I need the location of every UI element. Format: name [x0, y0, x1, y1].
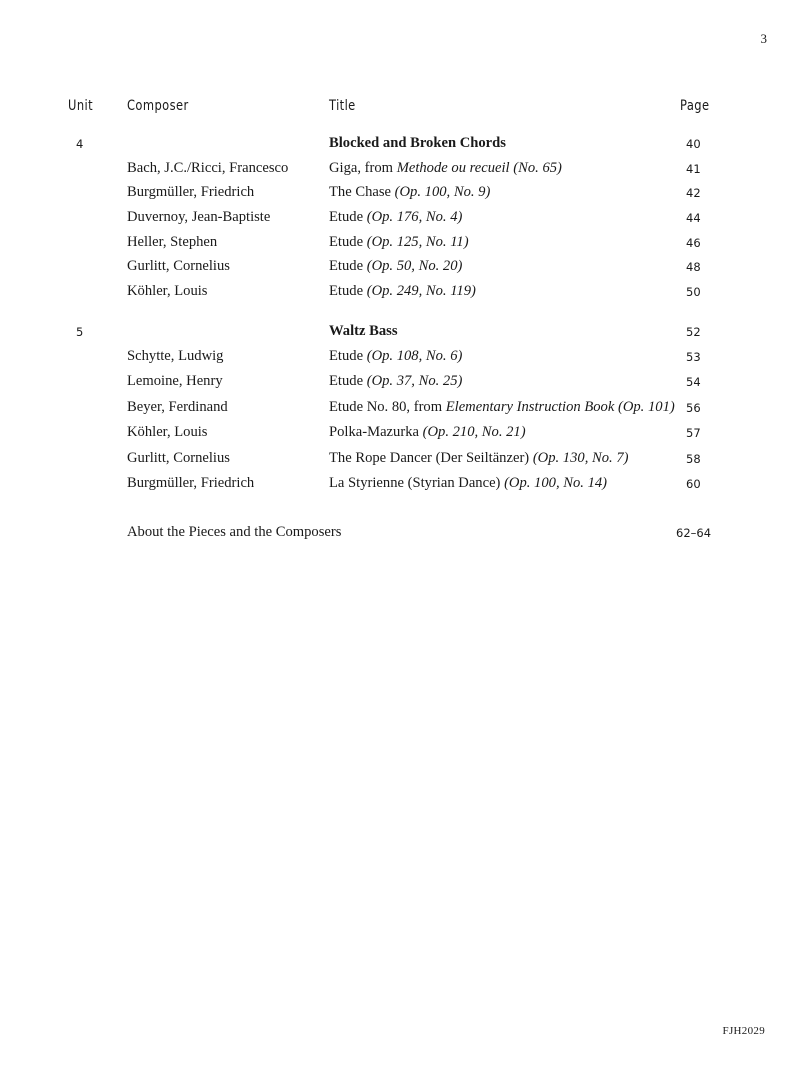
composer-name: Gurlitt, Cornelius: [127, 450, 230, 466]
piece-title: The Rope Dancer (Der Seiltänzer) (Op. 130, No. 7): [329, 450, 629, 466]
page-ref: 56: [686, 401, 701, 415]
piece-title: Etude (Op. 37, No. 25): [329, 373, 463, 389]
header-unit: Unit: [68, 98, 94, 114]
page-ref: 60: [686, 477, 701, 491]
header-page: Page: [680, 98, 710, 114]
piece-title: Etude (Op. 125, No. 11): [329, 234, 469, 250]
page-ref: 46: [686, 236, 701, 250]
piece-title: Etude No. 80, from Elementary Instruction Book (Op. 101): [329, 399, 675, 415]
header-composer: Composer: [127, 98, 189, 114]
page-ref: 57: [686, 426, 701, 440]
page-ref: 44: [686, 211, 701, 225]
toc-entry: [0, 184, 800, 204]
toc-entry: [0, 283, 800, 303]
toc-entry: [0, 160, 800, 180]
toc-entry: [0, 475, 800, 495]
toc-entry: [0, 348, 800, 368]
composer-name: Köhler, Louis: [127, 424, 208, 440]
page-ref: 52: [686, 325, 701, 339]
page-ref: 40: [686, 137, 701, 151]
composer-name: Schytte, Ludwig: [127, 348, 224, 364]
piece-title: Etude (Op. 176, No. 4): [329, 209, 463, 225]
composer-name: Lemoine, Henry: [127, 373, 223, 389]
piece-title: Giga, from Methode ou recueil (No. 65): [329, 160, 562, 176]
page-ref: 50: [686, 285, 701, 299]
composer-name: Beyer, Ferdinand: [127, 399, 228, 415]
unit-heading: Blocked and Broken Chords: [329, 135, 506, 151]
toc-entry: [0, 209, 800, 229]
unit-heading: Waltz Bass: [329, 323, 398, 339]
page-ref: 54: [686, 375, 701, 389]
piece-title: Etude (Op. 249, No. 119): [329, 283, 476, 299]
unit-heading-row: [0, 323, 800, 343]
toc-entry: [0, 450, 800, 470]
composer-name: Heller, Stephen: [127, 234, 218, 250]
composer-name: Köhler, Louis: [127, 283, 208, 299]
unit-number: 5: [76, 325, 84, 339]
composer-name: Burgmüller, Friedrich: [127, 475, 255, 491]
about-row: [0, 524, 800, 544]
piece-title: Etude (Op. 50, No. 20): [329, 258, 463, 274]
composer-name: Gurlitt, Cornelius: [127, 258, 230, 274]
unit-heading-row: [0, 135, 800, 155]
piece-title: The Chase (Op. 100, No. 9): [329, 184, 491, 200]
toc-entry: [0, 424, 800, 444]
piece-title: Etude (Op. 108, No. 6): [329, 348, 463, 364]
header-title: Title: [329, 98, 356, 114]
page-ref: 53: [686, 350, 701, 364]
page-ref: 58: [686, 452, 701, 466]
piece-title: Polka-Mazurka (Op. 210, No. 21): [329, 424, 526, 440]
composer-name: Burgmüller, Friedrich: [127, 184, 255, 200]
toc-entry: [0, 399, 800, 419]
page-ref: 62–64: [676, 526, 712, 540]
composer-name: Duvernoy, Jean-Baptiste: [127, 209, 271, 225]
footer-code: FJH2029: [722, 1025, 765, 1037]
page-ref: 42: [686, 186, 701, 200]
toc-entry: [0, 258, 800, 278]
piece-title: La Styrienne (Styrian Dance) (Op. 100, No. 14): [329, 475, 608, 491]
composer-name: Bach, J.C./Ricci, Francesco: [127, 160, 289, 176]
about-label: About the Pieces and the Composers: [127, 524, 342, 540]
page-number: 3: [760, 31, 767, 46]
unit-number: 4: [76, 137, 84, 151]
toc-entry: [0, 373, 800, 393]
page-ref: 48: [686, 260, 701, 274]
toc-entry: [0, 234, 800, 254]
page-ref: 41: [686, 162, 701, 176]
